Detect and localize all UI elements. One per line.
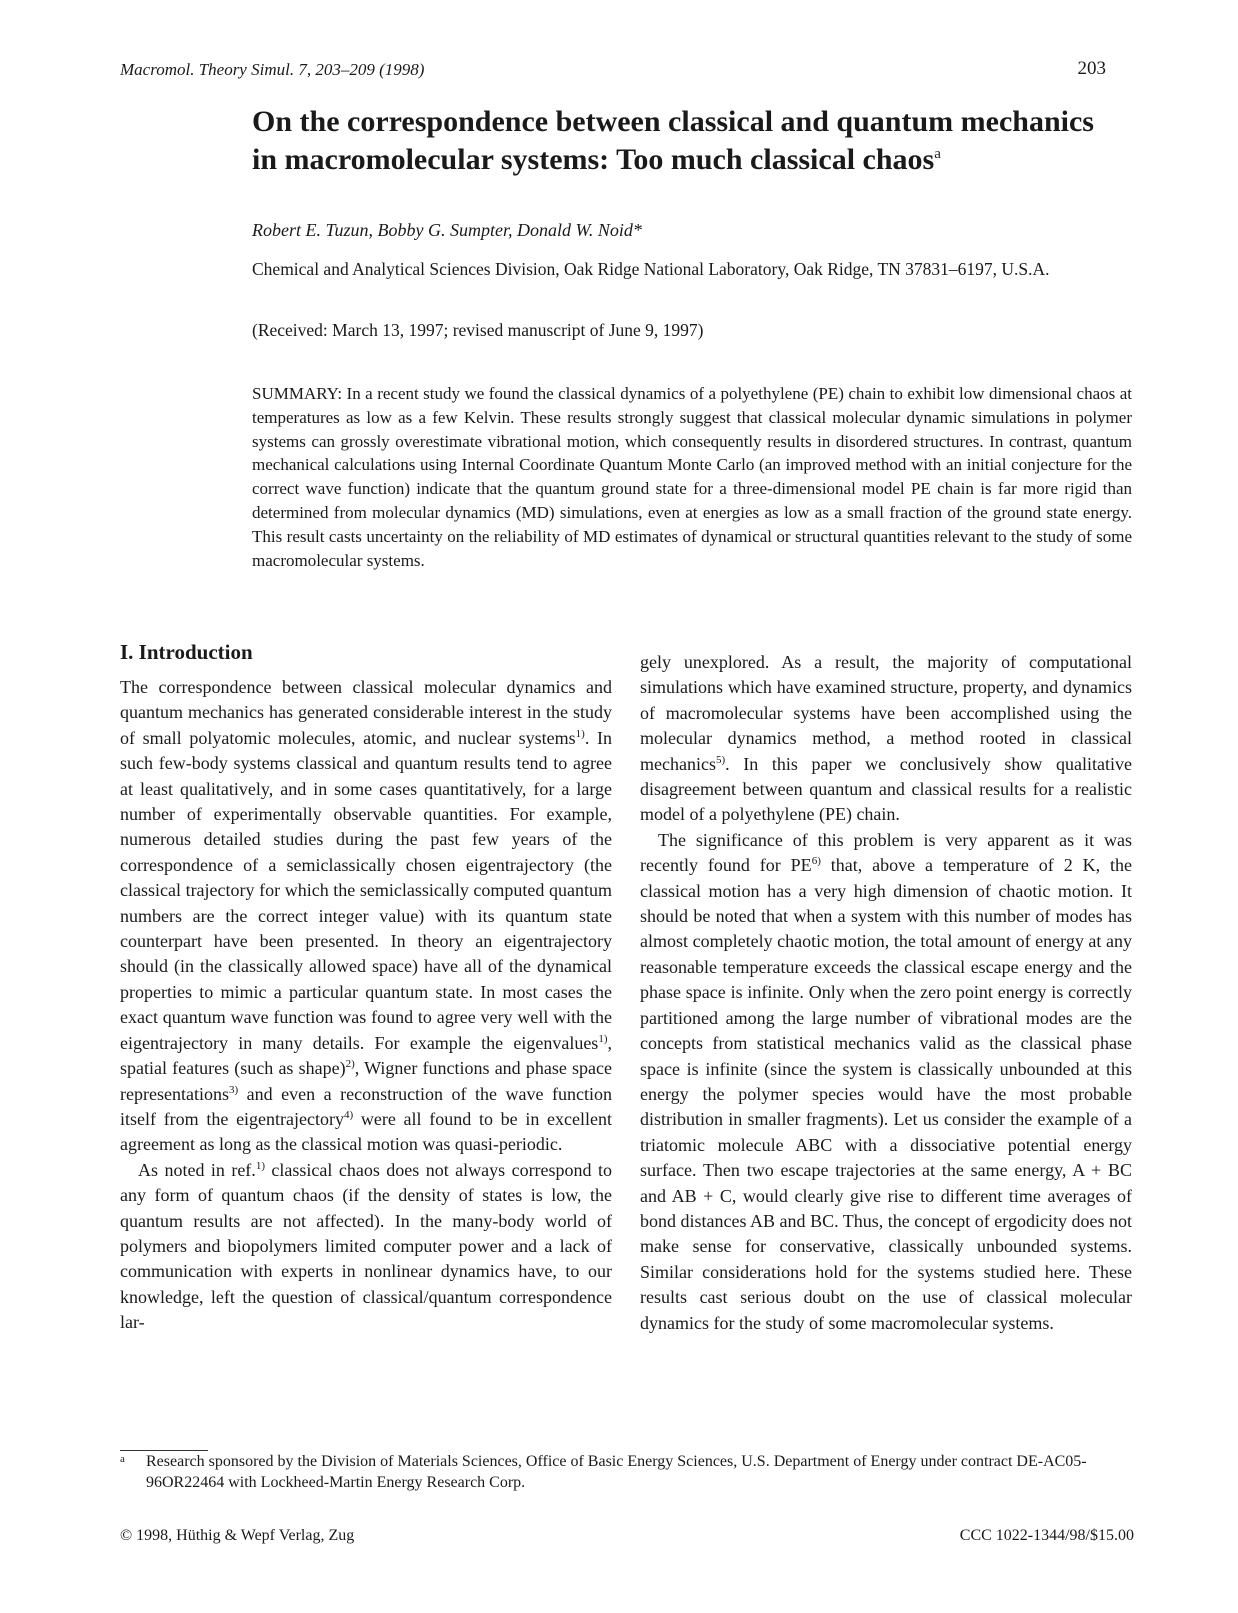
section-heading-introduction: I. Introduction xyxy=(120,640,253,664)
ccc-code: CCC 1022-1344/98/$15.00 xyxy=(959,1527,1134,1544)
paragraph-2-left-part: classical chaos does not always correspond to any form of quantum chaos (if the density of states is low, the quantum results are not affected). In the many-body world of polymers and biopolymers limited computer power and a lack of communication with experts in nonlinear dynamics have, to our knowledge, left the question of classical/quantum correspondence lar- xyxy=(120,1159,612,1333)
affiliation: Chemical and Analytical Sciences Division, Oak Ridge National Laboratory, Oak Ridge, TN 37831–6197, U.S.A. xyxy=(252,259,1050,279)
reference-1: 1) xyxy=(255,1159,265,1172)
page-number: 203 xyxy=(1077,58,1106,79)
title-line-2 xyxy=(252,141,1152,179)
title-line-2-text: in macromolecular systems: Too much classical chaos xyxy=(252,143,935,176)
received-dates: (Received: March 13, 1997; revised manuscript of June 9, 1997) xyxy=(252,320,704,340)
text-run: that, above a temperature of 2 K, the classical motion has a very high dimension of chaotic motion. It should be noted that when a system with this number of modes has almost completely chaotic motion, the total amount of energy at any reasonable temperature exceeds the classical escape energy and the phase space is infinite. Only when the zero point energy is correctly partitioned among the large number of vibrational modes are the concepts from statistical mechanics valid as the classical phase space is infinite (since the system is classically unbounded at this energy the polymer species would have the most probable distribution in smaller fragments). Let us consider the example of a triatomic molecule ABC with a dissociative potential energy surface. Then two escape trajectories at the same energy, A + BC and AB + C, would clearly give rise to different time averages of bond distances AB and BC. Thus, the concept of ergodicity does not make sense for conservative, classically unbounded systems. Similar considerations hold for the systems studied here. These results cast serious doubt on the use of classical molecular dynamics for the study of some macromolecular systems. xyxy=(640,855,1133,1333)
right-column xyxy=(640,650,1132,1336)
reference-5: 5) xyxy=(715,753,726,766)
paragraph-1 xyxy=(120,675,612,1158)
reference-4: 4) xyxy=(344,1108,354,1121)
text-run: and even a reconstruction of the wave function itself from the eigentrajectory xyxy=(120,1083,612,1129)
abstract-summary: SUMMARY: In a recent study we found the classical dynamics of a polyethylene (PE) chain to exhibit low dimensional chaos at temperatures as low as a few Kelvin. These results strongly suggest that classical molecular dynamic simulations in polymer systems can grossly overestimate vibrational motion, which consequently results in disordered structures. In contrast, quantum mechanical calculations using Internal Coordinate Quantum Monte Carlo (an improved method with an initial conjecture for the correct wave function) indicate that the quantum ground state for a three-dimensional model PE chain is far more rigid than determined from molecular dynamics (MD) simulations, even at energies as low as a small fraction of the ground state energy. This result casts uncertainty on the reliability of MD estimates of dynamical or structural quantities relevant to the study of some macromolecular systems. xyxy=(252,384,1132,570)
reference-2: 2) xyxy=(345,1058,355,1071)
text-run: , Wigner functions and phase space representations xyxy=(120,1058,612,1104)
paragraph-2-right-part: gely unexplored. As a result, the majority of computational simulations which have examined structure, property, and dynamics of macromolecular systems have been accomplished using the molecular dynamics method, a method rooted in classical mechanics xyxy=(640,652,1132,774)
text-run: . In such few-body systems classical and quantum results tend to agree at least qualitatively, and in some cases quantitatively, for a large number of experimentally observable quantities. For example, numerous detailed studies during the past few years of the correspondence of a semiclassically chosen eigentrajectory (the classical trajectory for which the semiclassically computed quantum numbers are the correct integer value) with its quantum state counterpart have been presented. In theory an eigentrajectory should (in the classically allowed space) have all of the dynamical properties to mimic a particular quantum state. In most cases the exact quantum wave function was found to agree very well with the eigentrajectory in many details. For example the eigenvalues xyxy=(120,727,613,1053)
reference-3: 3) xyxy=(228,1083,239,1096)
text-run: . In this paper we conclusively show qualitative disagreement between quantum and classical results for a realistic model of a polyethylene (PE) chain. xyxy=(640,753,1132,825)
text-run: The correspondence between classical molecular dynamics and quantum mechanics has generated considerable interest in the study of small polyatomic molecules, atomic, and nuclear systems xyxy=(120,677,612,748)
text-run: As noted in ref. xyxy=(138,1159,256,1180)
footnote-text: Research sponsored by the Division of Materials Sciences, Office of Basic Energy Sciences, U.S. Department of Energy under contract DE-AC05-96OR22464 with Lockheed-Martin Energy Research Corp. xyxy=(146,1453,1087,1491)
article-title xyxy=(252,103,1152,179)
reference-1: 1) xyxy=(598,1032,608,1045)
reference-6: 6) xyxy=(811,855,821,868)
paragraph-2-continued xyxy=(640,650,1132,828)
copyright-notice: © 1998, Hüthig & Wepf Verlag, Zug xyxy=(120,1527,355,1544)
author-list: Robert E. Tuzun, Bobby G. Sumpter, Donald W. Noid* xyxy=(252,220,642,240)
title-footnote-mark: a xyxy=(934,146,941,162)
paragraph-2-start xyxy=(120,1158,612,1336)
title-line-1: On the correspondence between classical and quantum mechanics xyxy=(252,105,1094,138)
running-head: Macromol. Theory Simul. 7, 203–209 (1998) xyxy=(120,60,425,79)
text-run: were all found to be in excellent agreement as long as the classical motion was quasi-periodic. xyxy=(120,1108,612,1155)
text-run: , spatial features (such as shape) xyxy=(120,1032,612,1079)
footnote-mark: a xyxy=(120,1453,125,1465)
footnote xyxy=(120,1451,1132,1493)
paragraph-3 xyxy=(640,828,1132,1336)
left-column xyxy=(120,675,612,1336)
reference-1: 1) xyxy=(575,727,585,740)
text-run: The significance of this problem is very apparent as it was recently found for PE xyxy=(640,829,1132,876)
